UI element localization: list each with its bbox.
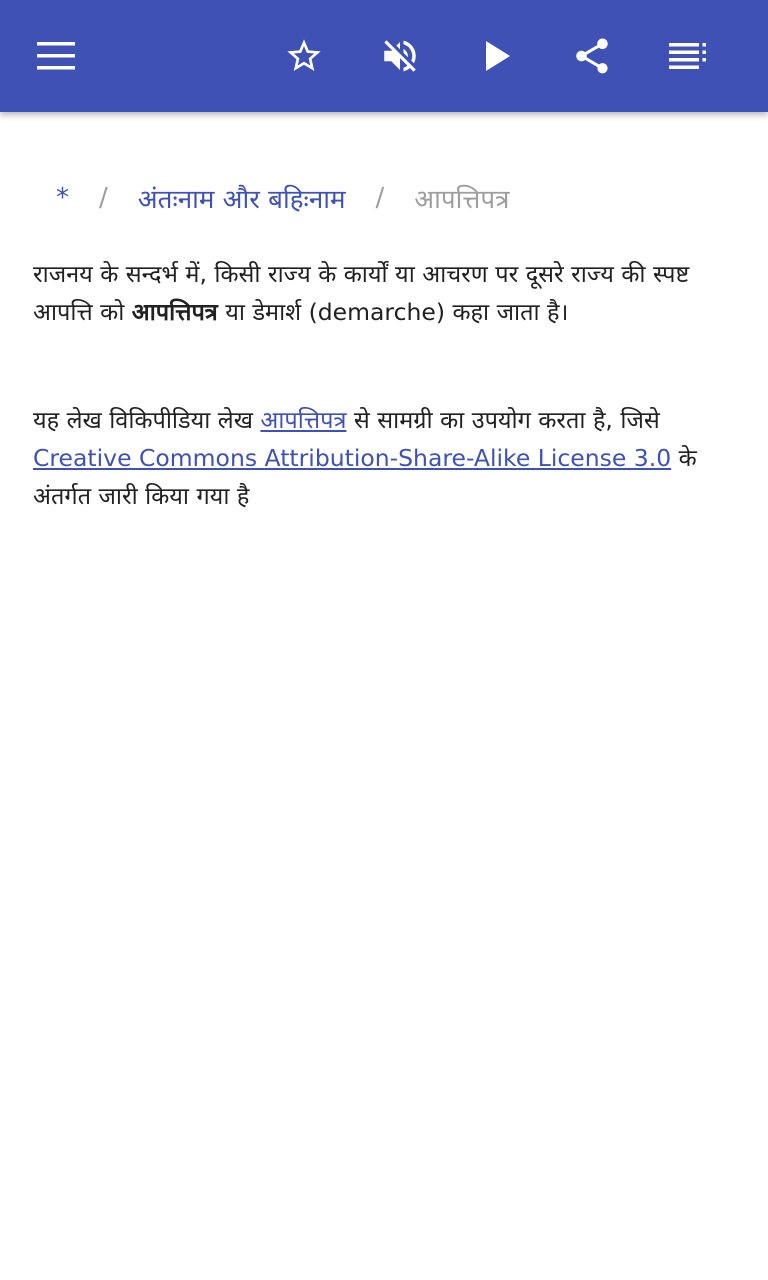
favorite-button[interactable] <box>276 28 332 84</box>
breadcrumb-separator: / <box>375 183 385 213</box>
attribution-text: से सामग्री का उपयोग करता है, जिसे <box>346 406 660 434</box>
toc-icon <box>669 43 707 69</box>
license-link[interactable]: Creative Commons Attribution-Share-Alike License 3.0 <box>33 444 672 472</box>
share-icon <box>571 35 613 77</box>
intro-term-bold: आपत्तिपत्र <box>131 298 218 326</box>
play-button[interactable] <box>469 28 525 84</box>
source-article-link[interactable]: आपत्तिपत्र <box>260 406 347 434</box>
toc-button[interactable] <box>660 28 716 84</box>
breadcrumb-current: आपत्तिपत्र <box>414 185 510 215</box>
share-button[interactable] <box>564 28 620 84</box>
volume-off-icon <box>379 35 421 77</box>
star-outline-icon <box>284 36 324 76</box>
breadcrumb-root-link[interactable]: * <box>56 183 69 213</box>
breadcrumb-parent-link[interactable]: अंतःनाम और बहिःनाम <box>137 185 346 215</box>
attribution-text: यह लेख विकिपीडिया लेख <box>33 406 261 434</box>
app-toolbar <box>0 0 768 112</box>
play-icon <box>484 41 510 71</box>
article-content <box>33 255 738 515</box>
mute-button[interactable] <box>372 28 428 84</box>
breadcrumb-separator: / <box>99 183 108 213</box>
attribution-text: के अंतर्गत जारी किया गया है <box>33 444 697 510</box>
menu-button[interactable] <box>28 28 84 84</box>
attribution-paragraph <box>33 401 738 515</box>
breadcrumb <box>56 176 509 220</box>
article-intro-paragraph <box>33 255 738 331</box>
menu-icon <box>37 42 75 70</box>
intro-text: या डेमार्श (demarche) कहा जाता है। <box>217 298 569 326</box>
intro-text: राजनय के सन्दर्भ में, किसी राज्य के कार्यों या आचरण पर दूसरे राज्य की स्पष्ट आपत्ति को <box>33 260 690 326</box>
